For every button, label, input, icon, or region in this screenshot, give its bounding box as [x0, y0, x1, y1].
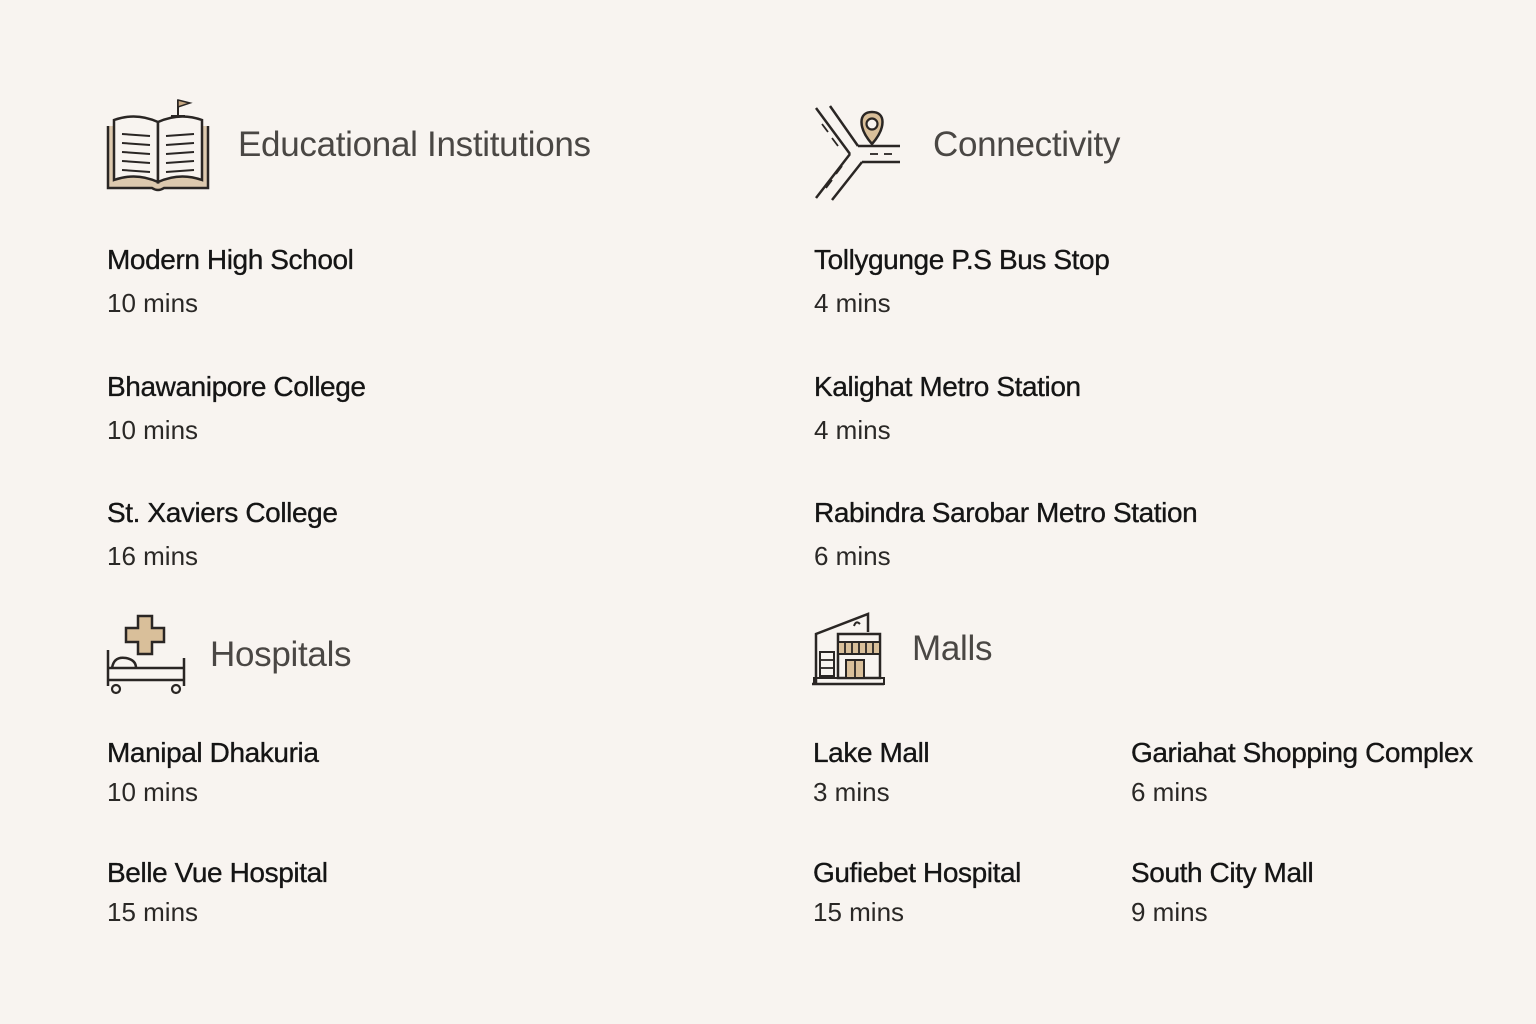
hospitals-header [106, 614, 351, 696]
list-item [1131, 857, 1313, 928]
connectivity-title: Connectivity [933, 125, 1121, 164]
list-item [1131, 737, 1473, 808]
travel-time: 3 mins [813, 777, 890, 807]
list-item [814, 371, 1081, 446]
travel-time: 10 mins [107, 288, 199, 318]
list-item [107, 857, 328, 928]
list-item [107, 371, 366, 446]
hospitals-title: Hospitals [210, 635, 352, 674]
list-item [813, 857, 1021, 928]
place-name: Modern High School [107, 244, 354, 275]
road-map-pin-icon [812, 104, 904, 202]
place-name: St. Xaviers College [107, 497, 338, 528]
list-item [814, 497, 1197, 572]
travel-time: 9 mins [1131, 897, 1208, 927]
storefront-icon [812, 612, 886, 686]
education-title: Educational Institutions [238, 125, 591, 164]
place-name: Manipal Dhakuria [107, 737, 319, 768]
education-header [106, 96, 591, 194]
open-book-icon [106, 96, 210, 194]
travel-time: 15 mins [813, 897, 905, 927]
place-name: Gufiebet Hospital [813, 857, 1021, 888]
list-item [814, 244, 1109, 319]
place-name: Rabindra Sarobar Metro Station [814, 497, 1198, 528]
travel-time: 4 mins [814, 288, 891, 318]
list-item [107, 497, 338, 572]
connectivity-header [812, 104, 1120, 202]
travel-time: 15 mins [107, 897, 199, 927]
travel-time: 10 mins [107, 415, 199, 445]
travel-time: 10 mins [107, 777, 199, 807]
place-name: Belle Vue Hospital [107, 857, 328, 888]
malls-title: Malls [912, 629, 993, 668]
travel-time: 4 mins [814, 415, 891, 445]
list-item [813, 737, 929, 808]
place-name: Tollygunge P.S Bus Stop [814, 244, 1110, 275]
place-name: Gariahat Shopping Complex [1131, 737, 1473, 768]
malls-header [812, 612, 992, 686]
place-name: Lake Mall [813, 737, 930, 768]
travel-time: 6 mins [814, 541, 891, 571]
place-name: Bhawanipore College [107, 371, 366, 402]
travel-time: 6 mins [1131, 777, 1208, 807]
list-item [107, 737, 319, 808]
place-name: South City Mall [1131, 857, 1314, 888]
travel-time: 16 mins [107, 541, 199, 571]
hospital-bed-icon [106, 614, 186, 696]
list-item [107, 244, 354, 319]
place-name: Kalighat Metro Station [814, 371, 1081, 402]
